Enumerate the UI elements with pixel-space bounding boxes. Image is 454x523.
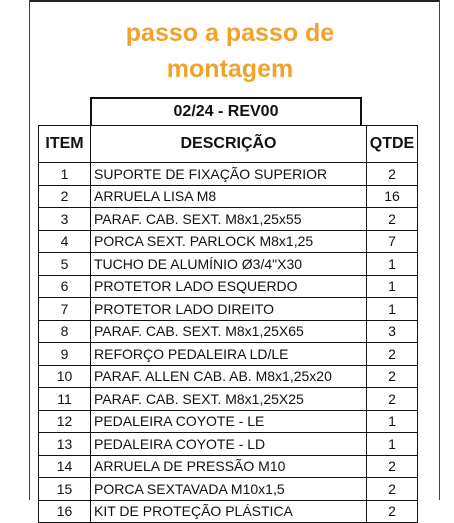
top-border-line <box>30 0 440 2</box>
table-row <box>39 365 418 388</box>
table-row <box>39 275 418 298</box>
page-title-line-1: passo a passo de <box>125 19 335 47</box>
description-cell: PORCA SEXT. PARLOCK M8x1,25 <box>91 230 367 253</box>
item-number-cell: 15 <box>39 478 91 501</box>
description-cell: PEDALEIRA COYOTE - LD <box>91 433 367 456</box>
revision-label: 02/24 - REV00 <box>90 97 362 125</box>
table-row <box>39 433 418 456</box>
table-row <box>39 410 418 433</box>
description-cell: PEDALEIRA COYOTE - LE <box>91 410 367 433</box>
table-row <box>39 320 418 343</box>
table-row <box>39 185 418 208</box>
item-number-cell: 10 <box>39 365 91 388</box>
table-row <box>39 253 418 276</box>
quantity-cell: 1 <box>367 253 418 276</box>
item-number-cell: 9 <box>39 343 91 366</box>
item-number-cell: 5 <box>39 253 91 276</box>
quantity-cell: 2 <box>367 388 418 411</box>
description-cell: SUPORTE DE FIXAÇÃO SUPERIOR <box>91 163 367 186</box>
table-row <box>39 343 418 366</box>
description-cell: ARRUELA DE PRESSÃO M10 <box>91 455 367 478</box>
table-row <box>39 455 418 478</box>
table-row <box>39 230 418 253</box>
item-number-cell: 4 <box>39 230 91 253</box>
table-row <box>39 208 418 231</box>
item-number-cell: 6 <box>39 275 91 298</box>
quantity-cell: 1 <box>367 298 418 321</box>
quantity-cell: 2 <box>367 478 418 501</box>
item-number-cell: 11 <box>39 388 91 411</box>
description-cell: KIT DE PROTEÇÃO PLÁSTICA <box>91 500 367 523</box>
quantity-cell: 2 <box>367 163 418 186</box>
quantity-cell: 1 <box>367 275 418 298</box>
item-number-cell: 13 <box>39 433 91 456</box>
table-row <box>39 500 418 523</box>
description-cell: REFORÇO PEDALEIRA LD/LE <box>91 343 367 366</box>
quantity-cell: 2 <box>367 500 418 523</box>
item-number-cell: 14 <box>39 455 91 478</box>
description-cell: PORCA SEXTAVADA M10x1,5 <box>91 478 367 501</box>
quantity-cell: 2 <box>367 455 418 478</box>
quantity-cell: 2 <box>367 365 418 388</box>
parts-table-body <box>39 163 418 523</box>
right-border-line <box>439 0 440 500</box>
column-header-item: ITEM <box>39 126 91 163</box>
item-number-cell: 2 <box>39 185 91 208</box>
quantity-cell: 1 <box>367 433 418 456</box>
item-number-cell: 3 <box>39 208 91 231</box>
description-cell: PROTETOR LADO ESQUERDO <box>91 275 367 298</box>
parts-table <box>38 125 418 523</box>
left-border-line <box>29 0 30 500</box>
description-cell: ARRUELA LISA M8 <box>91 185 367 208</box>
description-cell: PROTETOR LADO DIREITO <box>91 298 367 321</box>
table-row <box>39 298 418 321</box>
item-number-cell: 7 <box>39 298 91 321</box>
description-cell: PARAF. CAB. SEXT. M8x1,25x55 <box>91 208 367 231</box>
item-number-cell: 12 <box>39 410 91 433</box>
description-cell: PARAF. CAB. SEXT. M8x1,25X25 <box>91 388 367 411</box>
quantity-cell: 16 <box>367 185 418 208</box>
item-number-cell: 16 <box>39 500 91 523</box>
column-header-description: DESCRIÇÃO <box>91 126 367 163</box>
table-row <box>39 478 418 501</box>
quantity-cell: 2 <box>367 208 418 231</box>
quantity-cell: 3 <box>367 320 418 343</box>
item-number-cell: 8 <box>39 320 91 343</box>
description-cell: PARAF. CAB. SEXT. M8x1,25X65 <box>91 320 367 343</box>
column-header-quantity: QTDE <box>367 126 418 163</box>
page-title-line-2: montagem <box>166 55 294 83</box>
table-row <box>39 388 418 411</box>
table-header-row <box>39 126 418 163</box>
quantity-cell: 1 <box>367 410 418 433</box>
description-cell: TUCHO DE ALUMÍNIO Ø3/4"X30 <box>91 253 367 276</box>
table-row <box>39 163 418 186</box>
quantity-cell: 2 <box>367 343 418 366</box>
description-cell: PARAF. ALLEN CAB. AB. M8x1,25x20 <box>91 365 367 388</box>
quantity-cell: 7 <box>367 230 418 253</box>
item-number-cell: 1 <box>39 163 91 186</box>
